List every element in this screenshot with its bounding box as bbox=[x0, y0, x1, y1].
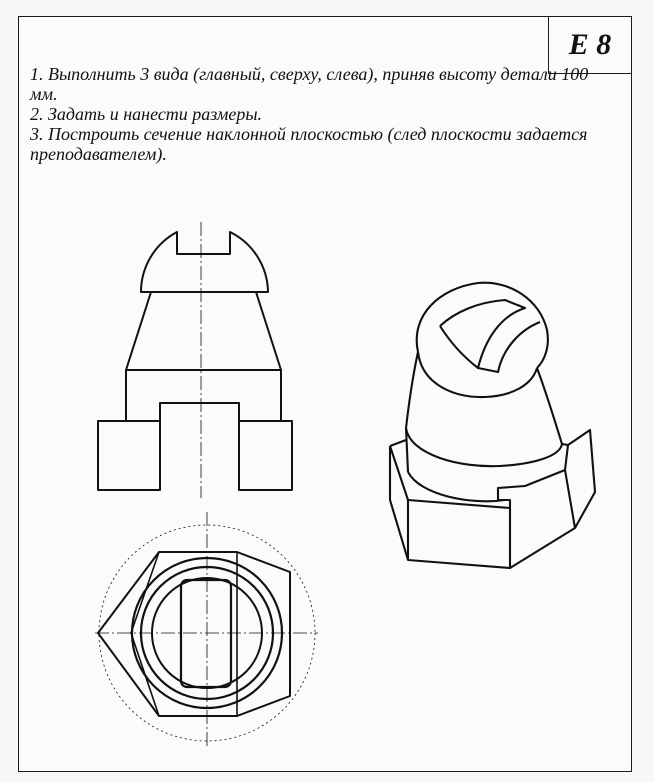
front-view-base bbox=[98, 370, 292, 490]
iso-cone-left bbox=[406, 352, 418, 428]
iso-base-edge bbox=[562, 444, 568, 445]
iso-head-slot-edge bbox=[440, 326, 478, 368]
iso-cylinder-bottom bbox=[408, 472, 505, 501]
iso-base-block bbox=[390, 446, 575, 568]
isometric-view bbox=[390, 283, 595, 568]
top-view-edge bbox=[131, 552, 159, 716]
top-view-slot bbox=[181, 580, 231, 687]
iso-head-slot bbox=[440, 300, 540, 372]
iso-cone-base bbox=[406, 428, 562, 466]
iso-base-edge bbox=[390, 440, 406, 446]
task-item-2: 2. Задать и нанести размеры. bbox=[30, 104, 263, 124]
top-view bbox=[95, 512, 318, 748]
iso-head-lower bbox=[418, 352, 537, 397]
task-item-1: 1. Выполнить 3 вида (главный, сверху, слева), приняв высоту детали 100 мм. bbox=[30, 64, 589, 104]
iso-base-right bbox=[565, 430, 595, 528]
iso-cone-right bbox=[537, 368, 562, 444]
card-code: Е 8 bbox=[548, 16, 632, 74]
front-view bbox=[98, 222, 292, 498]
front-view-cone bbox=[126, 292, 281, 370]
front-view-head bbox=[141, 232, 268, 292]
task-item-3: 3. Построить сечение наклонной плоскостью (след плоскости задается преподавателем). bbox=[30, 124, 588, 164]
